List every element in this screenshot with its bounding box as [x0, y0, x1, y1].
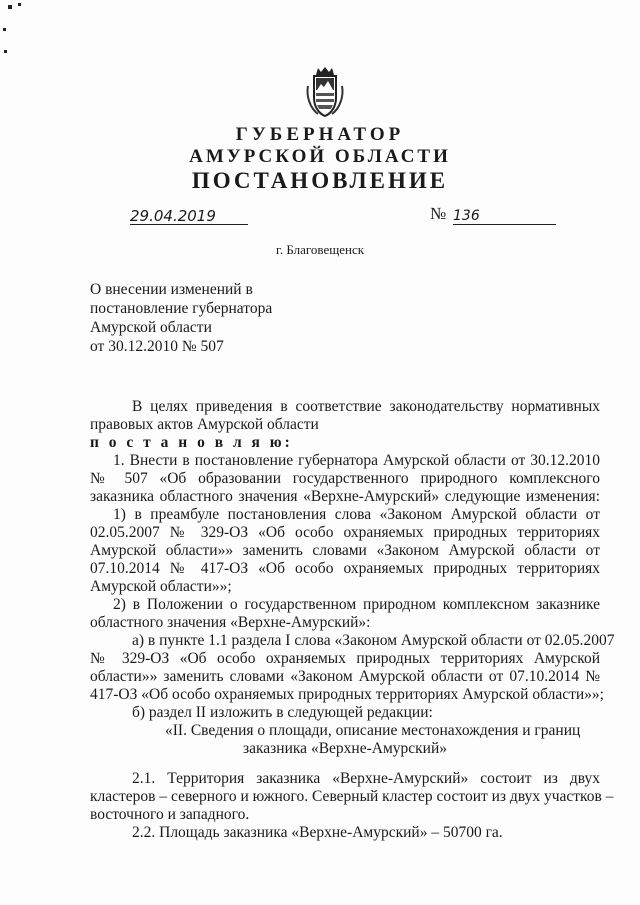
body-line: № 507 «Об образовании государственного природного комплексного — [90, 470, 600, 487]
scan-speck — [3, 28, 6, 31]
body-line: заказника областного значения «Верхне-Амурский» следующие изменения: — [90, 488, 600, 505]
body-line: 2.1. Территория заказника «Верхне-Амурский» состоит из двух — [132, 770, 600, 787]
body-line: Амурской области»»; — [90, 578, 232, 595]
coat-of-arms-icon — [304, 66, 346, 118]
body-line: 2) в Положении о государственном природном комплексном заказнике — [113, 596, 600, 613]
decree-number: 136 — [453, 208, 556, 225]
header-title: ГУБЕРНАТОР — [235, 124, 405, 145]
body-line: правовых актов Амурской области — [90, 416, 319, 433]
decree-date: 29.04.2019 — [130, 208, 248, 225]
body-line: 1) в преамбуле постановления слова «Законом Амурской области от — [113, 506, 600, 523]
scan-speck — [8, 5, 12, 9]
subject-line: Амурской области — [90, 319, 212, 336]
body-line: 02.05.2007 № 329-ОЗ «Об особо охраняемых природных территориях — [90, 524, 600, 541]
document-type: ПОСТАНОВЛЕНИЕ — [191, 168, 449, 193]
body-line: 07.10.2014 № 417-ОЗ «Об особо охраняемых природных территориях — [90, 560, 600, 577]
number-label: № — [430, 204, 447, 223]
subject-block — [90, 280, 272, 356]
body-line: области»» заменить словами «Законом Амурской области от 07.10.2014 № — [90, 668, 600, 685]
body-line: 1. Внести в постановление губернатора Амурской области от 30.12.2010 — [113, 452, 600, 469]
header-region: АМУРСКОЙ ОБЛАСТИ — [189, 146, 451, 167]
body-line: восточного и западного. — [90, 806, 250, 823]
subject-line: О внесении изменений в — [90, 281, 253, 298]
section-heading: «II. Сведения о площади, описание местонахождения и границ — [165, 722, 581, 739]
body-line: б) раздел II изложить в следующей редакции: — [132, 704, 433, 721]
body-line: 417-ОЗ «Об особо охраняемых природных территориях Амурской области»»; — [90, 686, 604, 703]
body-line: кластеров – северного и южного. Северный кластер состоит из двух участков – — [90, 788, 614, 805]
body-line: а) в пункте 1.1 раздела I слова «Законом Амурской области от 02.05.2007 — [132, 632, 615, 649]
body-line: № 329-ОЗ «Об особо охраняемых природных территориях Амурской — [90, 650, 600, 667]
body-line: областного значения «Верхне-Амурский»: — [90, 614, 371, 631]
body-line: 2.2. Площадь заказника «Верхне-Амурский» – 50700 га. — [132, 824, 503, 841]
body-line: В целях приведения в соответствие законодательству нормативных — [132, 398, 600, 415]
city: г. Благовещенск — [275, 242, 365, 257]
scan-speck — [4, 50, 7, 53]
resolve-word: п о с т а н о в л я ю: — [90, 434, 293, 451]
section-heading: заказника «Верхне-Амурский» — [243, 740, 447, 757]
scan-speck — [18, 3, 21, 6]
subject-line: от 30.12.2010 № 507 — [90, 338, 224, 355]
subject-line: постановление губернатора — [90, 300, 273, 317]
body-line: Амурской области»» заменить словами «Законом Амурской области от — [90, 542, 600, 559]
